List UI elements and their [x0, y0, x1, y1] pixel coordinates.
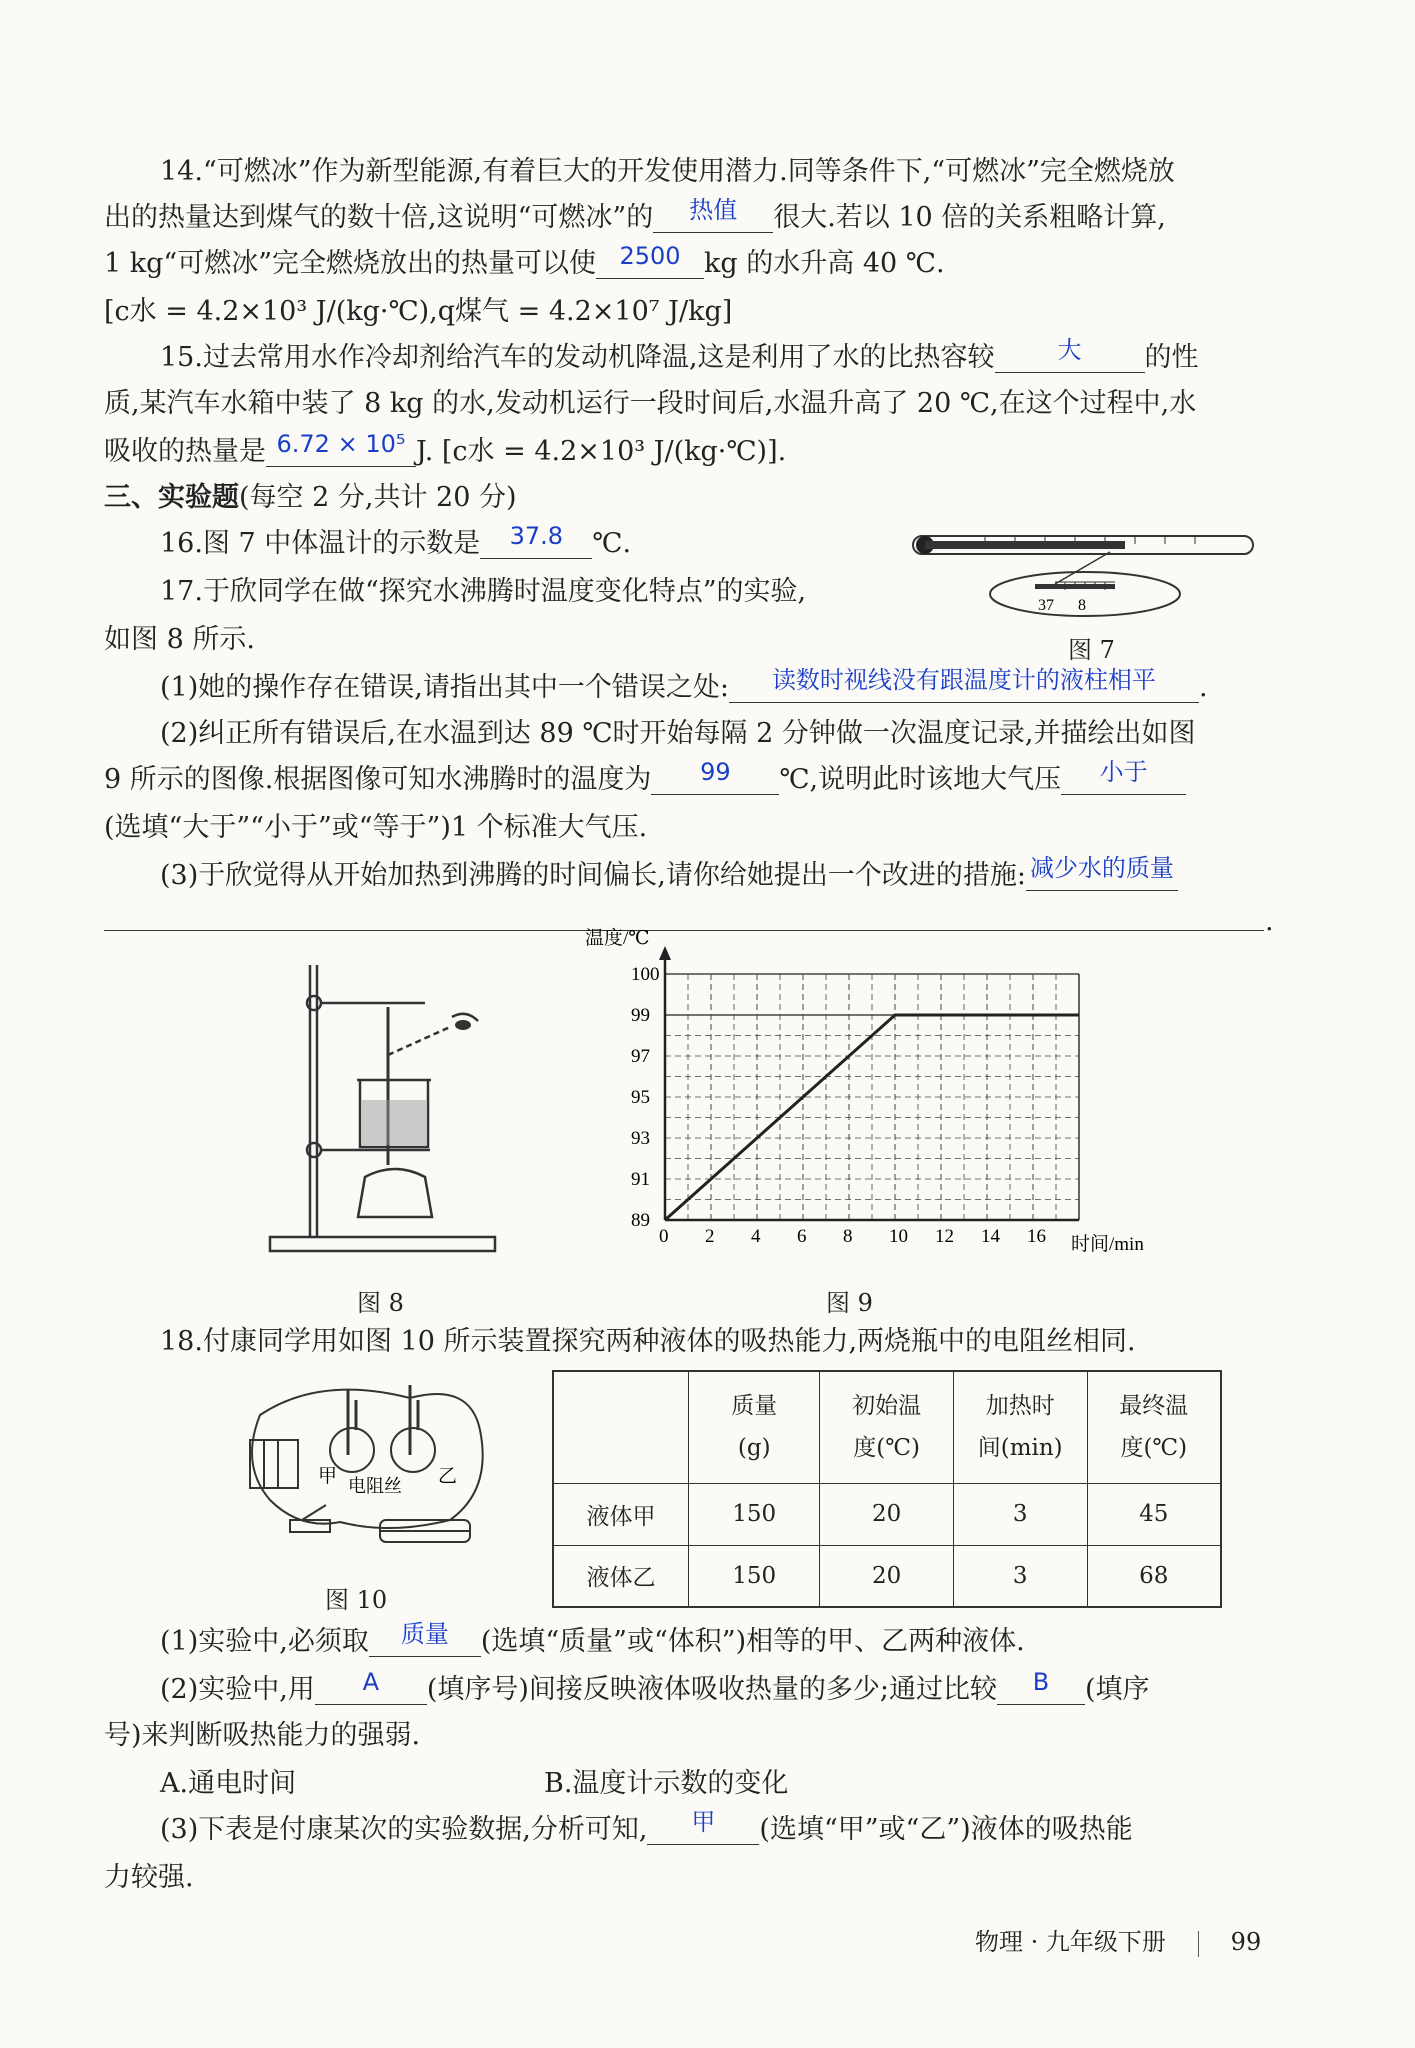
q18-blank4[interactable] — [647, 1810, 759, 1845]
table-cell: 20 — [820, 1545, 953, 1607]
q18-text: (填序号)间接反映液体吸收热量的多少;通过比较 — [426, 1674, 997, 1705]
header-text: 度(℃) — [1120, 1435, 1188, 1462]
y-tick-label: 99 — [631, 1005, 650, 1026]
fig10-label-yi: 乙 — [438, 1466, 458, 1487]
q14-text: kg 的水升高 40 ℃. — [704, 248, 945, 279]
q18-answer3: B — [1032, 1668, 1050, 1696]
q18-blank2[interactable] — [315, 1670, 427, 1705]
table-header-cell — [953, 1371, 1087, 1483]
fig10-label-jia: 甲 — [318, 1466, 338, 1487]
footer-divider — [1198, 1931, 1200, 1957]
footer-book-title: 物理 · 九年级下册 — [975, 1928, 1166, 1956]
q17-text: 9 所示的图像.根据图像可知水沸腾时的温度为 — [104, 764, 652, 795]
fig9-caption: 图 9 — [826, 1289, 873, 1317]
data-table — [552, 1370, 1222, 1608]
q18-blank3[interactable] — [997, 1670, 1085, 1705]
q14-answer1: 热值 — [689, 196, 738, 224]
q18-part1 — [160, 1622, 1025, 1662]
x-tick-label: 14 — [981, 1226, 1000, 1247]
q18-text: (选填“甲”或“乙”)液体的吸热能 — [759, 1814, 1133, 1845]
q15-text: 的性 — [1144, 342, 1199, 373]
q15-text: 15.过去常用水作冷却剂给汽车的发动机降温,这是利用了水的比热容较 — [160, 342, 995, 373]
q18-text: (选填“质量”或“体积”)相等的甲、乙两种液体. — [480, 1626, 1025, 1657]
x-tick-label: 12 — [935, 1226, 954, 1247]
q18-part3-line2: 力较强. — [104, 1862, 194, 1893]
q18-text: (2)实验中,用 — [160, 1674, 315, 1705]
q15-blank2[interactable] — [266, 432, 416, 467]
q15-answer2: 6.72 × 10⁵ — [276, 430, 406, 458]
y-tick-label: 100 — [631, 964, 660, 985]
header-text: 最终温 — [1119, 1393, 1189, 1420]
page-footer — [975, 1922, 1261, 1957]
fig9-chart — [555, 928, 1144, 1270]
chart-xlabel: 时间/min — [1071, 1234, 1144, 1255]
fig10-circuit — [230, 1370, 540, 1560]
q14-text: 很大.若以 10 倍的关系粗略计算, — [773, 202, 1166, 233]
q17-part2-line2 — [104, 760, 1186, 800]
q17-part3 — [160, 856, 1178, 896]
table-row — [553, 1483, 1221, 1545]
q18-text: (1)实验中,必须取 — [160, 1626, 369, 1657]
q15-answer1: 大 — [1057, 336, 1082, 364]
q17-blank4[interactable] — [1026, 856, 1178, 891]
table-cell: 液体甲 — [553, 1483, 689, 1545]
q16-text: ℃. — [592, 528, 632, 559]
chart-grid — [665, 974, 1079, 1220]
fig7-zoom-right: 8 — [1078, 597, 1086, 614]
q18-part2-line2: 号)来判断吸热能力的强弱. — [104, 1720, 421, 1751]
q18-option-a: A.通电时间 — [160, 1768, 297, 1799]
page-number: 99 — [1230, 1928, 1262, 1956]
q17-blank3[interactable] — [1061, 760, 1186, 795]
q14-text: 出的热量达到煤气的数十倍,这说明“可燃冰”的 — [104, 202, 654, 233]
q14-line3 — [104, 244, 945, 284]
section-heading — [104, 478, 517, 518]
q15-text: J. [c水 = 4.2×10³ J/(kg·℃)]. — [416, 436, 787, 467]
q17-part1: (1)她的操作存在错误,请指出其中一个错误之处: 读数时视线没有跟温度计的液柱相平 . — [160, 666, 1208, 703]
q17-answer3: 小于 — [1099, 758, 1148, 786]
fig8-caption: 图 8 — [357, 1289, 404, 1317]
q18-answer2: A — [362, 1668, 380, 1696]
q15-text: 吸收的热量是 — [104, 436, 266, 467]
table-cell: 20 — [820, 1483, 953, 1545]
q17-line1: 17.于欣同学在做“探究水沸腾时温度变化特点”的实验, — [160, 576, 807, 607]
q18-text: (填序 — [1085, 1674, 1150, 1705]
q17-text: ℃,说明此时该地大气压 — [779, 764, 1062, 795]
q17-answer4: 减少水的质量 — [1029, 854, 1174, 882]
q15-line2: 质,某汽车水箱中装了 8 kg 的水,发动机运行一段时间后,水温升高了 20 ℃,在这个过程中,水 — [104, 388, 1197, 419]
q17-text: (3)于欣觉得从开始加热到沸腾的时间偏长,请你给她提出一个改进的措施: — [160, 860, 1026, 891]
chart-ylabel: 温度/℃ — [585, 928, 650, 949]
q16-line — [160, 524, 631, 564]
table-cell: 3 — [953, 1545, 1087, 1607]
table-header-cell — [1087, 1371, 1221, 1483]
header-text: 初始温 — [852, 1393, 922, 1420]
table-header-cell — [553, 1371, 689, 1483]
q14-blank2[interactable] — [596, 244, 704, 279]
y-tick-label: 91 — [631, 1169, 650, 1190]
q14-text: 1 kg“可燃冰”完全燃烧放出的热量可以使 — [104, 248, 597, 279]
table-cell: 45 — [1087, 1483, 1221, 1545]
header-text: 间(min) — [977, 1435, 1063, 1462]
table-header-cell — [820, 1371, 953, 1483]
q14-line1: 14.“可燃冰”作为新型能源,有着巨大的开发使用潜力.同等条件下,“可燃冰”完全燃烧放 — [160, 156, 1175, 187]
fig10-caption: 图 10 — [325, 1586, 388, 1614]
table-cell: 150 — [689, 1483, 820, 1545]
section-title: 三、实验题 — [104, 482, 239, 513]
y-tick-label: 89 — [631, 1210, 650, 1231]
fig7-thermometer — [905, 522, 1275, 622]
q16-blank[interactable] — [480, 524, 592, 559]
q18-answer1: 质量 — [400, 1620, 449, 1648]
q18-answer4: 甲 — [691, 1808, 716, 1836]
q15-line3 — [104, 432, 786, 472]
header-text: 加热时 — [985, 1393, 1055, 1420]
q17-text: (1)她的操作存在错误,请指出其中一个错误之处: — [160, 672, 729, 703]
q17-line2: 如图 8 所示. — [104, 624, 255, 655]
fig8-apparatus — [260, 955, 500, 1275]
y-tick-label: 93 — [631, 1128, 650, 1149]
x-tick-label: 2 — [705, 1226, 715, 1247]
section-note: (每空 2 分,共计 20 分) — [239, 482, 517, 513]
q17-part2-line3: (选填“大于”“小于”或“等于”)1 个标准大气压. — [104, 812, 648, 843]
table-cell: 68 — [1087, 1545, 1221, 1607]
q18-option-b: B.温度计示数的变化 — [544, 1768, 789, 1799]
q15-line1 — [160, 338, 1199, 378]
x-tick-label: 0 — [659, 1226, 669, 1247]
fig7-zoom-left: 37 — [1038, 597, 1054, 614]
q17-answer1: 读数时视线没有跟温度计的液柱相平 — [771, 666, 1156, 694]
y-axis-arrow — [659, 946, 671, 960]
q18-blank1[interactable] — [369, 1622, 481, 1657]
q14-answer2: 2500 — [619, 242, 681, 270]
q16-text: 16.图 7 中体温计的示数是 — [160, 528, 481, 559]
q17-blank2[interactable] — [651, 760, 779, 795]
q18-part2 — [160, 1670, 1150, 1710]
table-row — [553, 1545, 1221, 1607]
q18-line1: 18.付康同学用如图 10 所示装置探究两种液体的吸热能力,两烧瓶中的电阻丝相同. — [160, 1326, 1136, 1357]
x-tick-label: 8 — [843, 1226, 853, 1247]
table-cell: 3 — [953, 1483, 1087, 1545]
table-header-cell — [689, 1371, 820, 1483]
x-tick-label: 6 — [797, 1226, 807, 1247]
table-header-row — [553, 1371, 1221, 1483]
table-cell: 液体乙 — [553, 1545, 689, 1607]
q14-blank1[interactable] — [653, 198, 773, 233]
y-tick-label: 95 — [631, 1087, 650, 1108]
fig10-label-wire: 电阻丝 — [348, 1476, 402, 1496]
header-text: 质量 — [731, 1393, 778, 1420]
q18-text: (3)下表是付康某次的实验数据,分析可知, — [160, 1814, 648, 1845]
header-text: 度(℃) — [853, 1435, 920, 1462]
q18-part3 — [160, 1810, 1133, 1850]
chart-ticks — [631, 964, 1046, 1247]
x-tick-label: 10 — [889, 1226, 908, 1247]
q16-answer: 37.8 — [509, 522, 564, 550]
q17-blank4-continuation[interactable] — [104, 930, 1264, 931]
q17-blank1[interactable] — [729, 668, 1199, 703]
q14-line2 — [104, 198, 1166, 238]
x-tick-label: 16 — [1027, 1226, 1046, 1247]
q17-part2-line1: (2)纠正所有错误后,在水温到达 89 ℃时开始每隔 2 分钟做一次温度记录,并描绘出如图 — [160, 718, 1196, 749]
table-cell: 150 — [689, 1545, 820, 1607]
period: . — [1265, 906, 1274, 937]
q14-constants: [c水 = 4.2×10³ J/(kg·℃),q煤气 = 4.2×10⁷ J/kg] — [104, 296, 733, 327]
x-tick-label: 4 — [751, 1226, 761, 1247]
y-tick-label: 97 — [631, 1046, 650, 1067]
header-text: (g) — [737, 1435, 771, 1462]
fig7-caption: 图 7 — [1068, 636, 1115, 664]
q17-answer2: 99 — [700, 758, 731, 786]
q15-blank1[interactable] — [995, 338, 1145, 373]
